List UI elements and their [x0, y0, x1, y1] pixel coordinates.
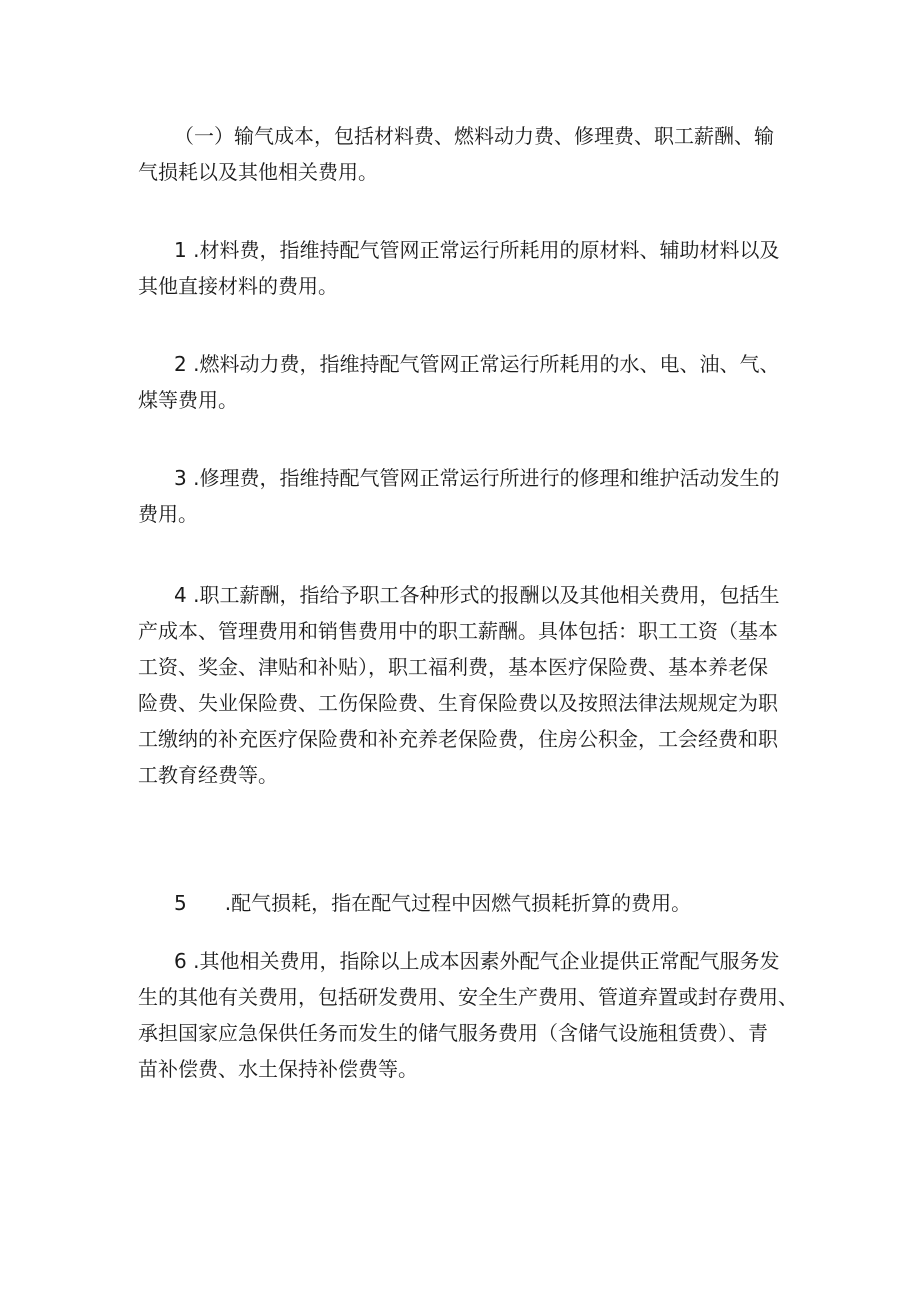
paragraph-line: 煤等费用。 — [138, 388, 238, 412]
paragraph-line: 承担国家应急保供任务而发生的储气服务费用（含储气设施租赁费）、青 — [138, 1021, 768, 1045]
paragraph-line: 费用。 — [138, 502, 198, 526]
paragraph-line — [138, 885, 793, 921]
paragraph-line: 其他直接材料的费用。 — [138, 274, 338, 298]
paragraph-number: 5 — [174, 891, 187, 915]
paragraph-fuel-power-cost — [138, 346, 793, 418]
paragraph-line: 工缴纳的补充医疗保险费和补充养老保险费，住房公积金，工会经费和职 — [138, 727, 778, 751]
paragraph-line: 险费、失业保险费、工伤保险费、生育保险费以及按照法律法规规定为职 — [138, 691, 778, 715]
paragraph-line: （一）输气成本，包括材料费、燃料动力费、修理费、职工薪酬、输 — [174, 124, 774, 148]
paragraph-text: .配气损耗，指在配气过程中因燃气损耗折算的费用。 — [224, 891, 692, 915]
paragraph-line: 6 .其他相关费用，指除以上成本因素外配气企业提供正常配气服务发 — [174, 949, 780, 973]
paragraph-material-cost — [138, 232, 793, 304]
paragraph-line: 生的其他有关费用，包括研发费用、安全生产费用、管道弃置或封存费用、 — [138, 985, 798, 1009]
paragraph-line: 产成本、管理费用和销售费用中的职工薪酬。具体包括：职工工资（基本 — [138, 619, 778, 643]
paragraph-gas-loss — [138, 885, 793, 921]
paragraph-line: 气损耗以及其他相关费用。 — [138, 160, 378, 184]
paragraph-other-costs — [138, 943, 798, 1087]
paragraph-line: 苗补偿费、水土保持补偿费等。 — [138, 1057, 418, 1081]
paragraph-line: 3 .修理费，指维持配气管网正常运行所进行的修理和维护活动发生的 — [174, 466, 780, 490]
paragraph-repair-cost — [138, 460, 793, 532]
paragraph-employee-compensation — [138, 577, 793, 793]
paragraph-line: 4 .职工薪酬，指给予职工各种形式的报酬以及其他相关费用，包括生 — [174, 583, 780, 607]
paragraph-line: 工教育经费等。 — [138, 763, 278, 787]
paragraph-line: 工资、奖金、津贴和补贴），职工福利费，基本医疗保险费、基本养老保 — [138, 655, 768, 679]
paragraph-gas-transmission-cost — [138, 118, 793, 190]
paragraph-line: 2 .燃料动力费，指维持配气管网正常运行所耗用的水、电、油、气、 — [174, 352, 780, 376]
paragraph-line: 1 .材料费，指维持配气管网正常运行所耗用的原材料、辅助材料以及 — [174, 238, 780, 262]
